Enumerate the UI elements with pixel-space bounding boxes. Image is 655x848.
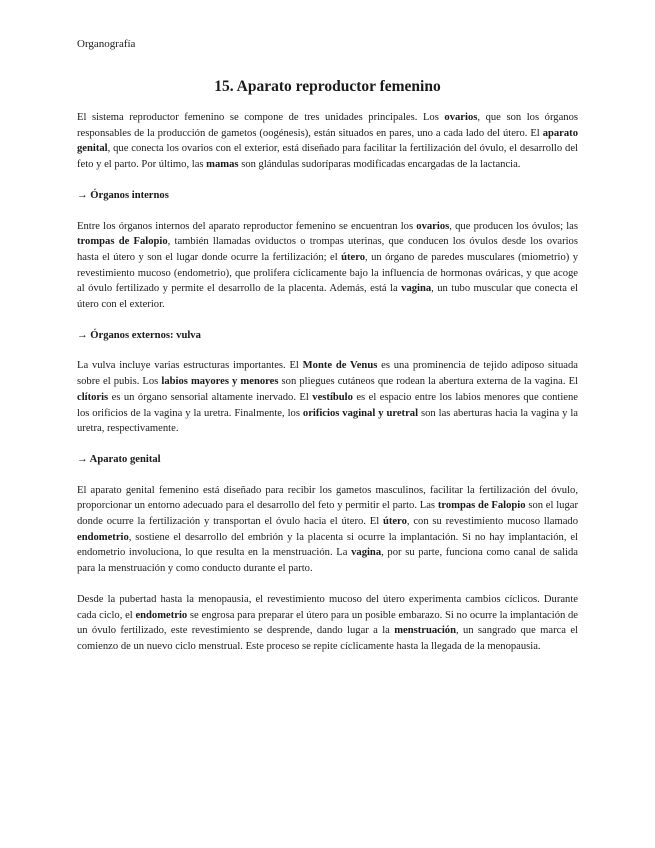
arrow-right-icon: → xyxy=(77,453,88,465)
paragraph-text: , con su revestimiento mucoso llamado xyxy=(406,516,578,528)
document-body xyxy=(77,110,578,670)
bold-term: menstruación xyxy=(394,625,456,637)
paragraph-text: son el lugar donde ocurre la fertilización y transportan el óvulo hacia el útero. El xyxy=(77,500,578,528)
paragraph-text: se engrosa para preparar el útero para un posible embarazo. Si no ocurre la implantación de un óvulo fertilizado, este revestimiento se desprende, dando lugar a la xyxy=(77,609,579,637)
body-paragraph xyxy=(77,483,578,577)
section-heading xyxy=(77,188,578,204)
paragraph-text: , también llamadas oviductos o trompas uterinas, que conducen los óvulos desde los ovarios hasta el útero y son el lugar donde ocurre la fertilización; el xyxy=(77,236,578,263)
bold-term: útero xyxy=(382,516,407,528)
arrow-right-icon: → xyxy=(77,189,88,201)
arrow-right-icon: → xyxy=(77,329,88,341)
bold-term: trompas de Falopio xyxy=(437,500,526,512)
bold-term: vagina xyxy=(401,283,432,295)
section-heading-text: Aparato genital xyxy=(89,453,161,465)
paragraph-text: es una prominencia de tejido adiposo situada sobre el pubis. Los xyxy=(77,360,578,388)
paragraph-text: El aparato genital femenino está diseñado para recibir los gametos masculinos, facilitar la fertilización del óvulo, proporcionar un entorno adecuado para el desarrollo del feto y permitir el parto. Las xyxy=(77,484,578,512)
paragraph-text: , un órgano de paredes musculares (miometrio) y revestimiento mucoso (endometrio), que prolifera cíclicamente bajo la influencia de hormonas ováricas, y que acoge al óvulo fertilizado y permite el desarrollo de la placenta. Además, está la xyxy=(77,251,578,295)
paragraph-text: son pliegues cutáneos que rodean la abertura externa de la vagina. El xyxy=(278,376,578,388)
section-heading-text: Órganos internos xyxy=(90,189,169,201)
bold-term: vestíbulo xyxy=(312,391,353,403)
bold-term: clítoris xyxy=(77,391,109,403)
bold-term: labios mayores y menores xyxy=(161,376,279,388)
bold-term: trompas de Falopio xyxy=(77,236,168,248)
bold-term: ovarios xyxy=(416,220,450,232)
paragraph-text: Desde la pubertad hasta la menopausia, el revestimiento mucoso del útero experimenta cambios cíclicos. Durante cada ciclo, el xyxy=(77,593,578,621)
paragraph-text: , sostiene el desarrollo del embrión y la placenta si ocurre la implantación. Si no hay implantación, el endometrio involuciona, lo que resulta en la menstruación. La xyxy=(77,531,578,559)
paragraph-text: , que producen los óvulos; las xyxy=(449,220,578,232)
paragraph-text: , que conecta los ovarios con el exterior, está diseñado para facilitar la fertilización del óvulo, el desarrollo del feto y el parto. Por último, las xyxy=(77,143,578,171)
bold-term: mamas xyxy=(206,159,239,171)
paragraph-text: son las aberturas hacia la vagina y la uretra, respectivamente. xyxy=(77,407,579,435)
bold-term: ovarios xyxy=(444,112,478,123)
paragraph-text: Entre los órganos internos del aparato reproductor femenino se encuentran los xyxy=(77,220,417,232)
section-heading xyxy=(77,328,578,344)
bold-term: útero xyxy=(341,251,366,263)
body-paragraph xyxy=(77,358,578,437)
paragraph-text: , que son los órganos responsables de la producción de gametos (oogénesis), están situados en pares, uno a cada lado del útero. El xyxy=(77,112,578,139)
body-paragraph xyxy=(77,219,578,313)
paragraph-text: La vulva incluye varias estructuras importantes. El xyxy=(77,360,303,372)
section-heading-text: Órganos externos: vulva xyxy=(90,329,201,341)
paragraph-text: son glándulas sudoríparas modificadas encargadas de la lactancia. xyxy=(238,159,521,171)
paragraph-text: El sistema reproductor femenino se compone de tres unidades principales. Los xyxy=(77,112,445,123)
paragraph-text: es un órgano sensorial altamente inervado. El xyxy=(108,391,313,403)
running-header: Organografía xyxy=(77,38,136,50)
bold-term: endometrio xyxy=(77,531,129,543)
paragraph-text: , un tubo muscular que conecta el útero con el exterior. xyxy=(77,283,578,311)
bold-term: endometrio xyxy=(135,609,188,621)
paragraph-text: es el espacio entre los labios menores que contiene los orificios de la vagina y la uretra. Finalmente, los xyxy=(77,391,578,419)
paragraph-text: , un sangrado que marca el comienzo de un nuevo ciclo menstrual. Este proceso se repite cíclicamente hasta la llegada de la menopausia. xyxy=(77,625,578,652)
page-title: 15. Aparato reproductor femenino xyxy=(214,78,441,95)
body-paragraph xyxy=(77,592,578,655)
bold-term: vagina xyxy=(351,547,382,559)
paragraph-text: , por su parte, funciona como canal de salida para la menstruación y como conducto durante el parto. xyxy=(77,547,578,575)
bold-term: orificios vaginal y uretral xyxy=(302,407,419,419)
section-heading xyxy=(77,452,578,468)
body-paragraph xyxy=(77,110,578,173)
bold-term: Monte de Venus xyxy=(302,360,378,372)
bold-term: aparato genital xyxy=(77,127,578,155)
